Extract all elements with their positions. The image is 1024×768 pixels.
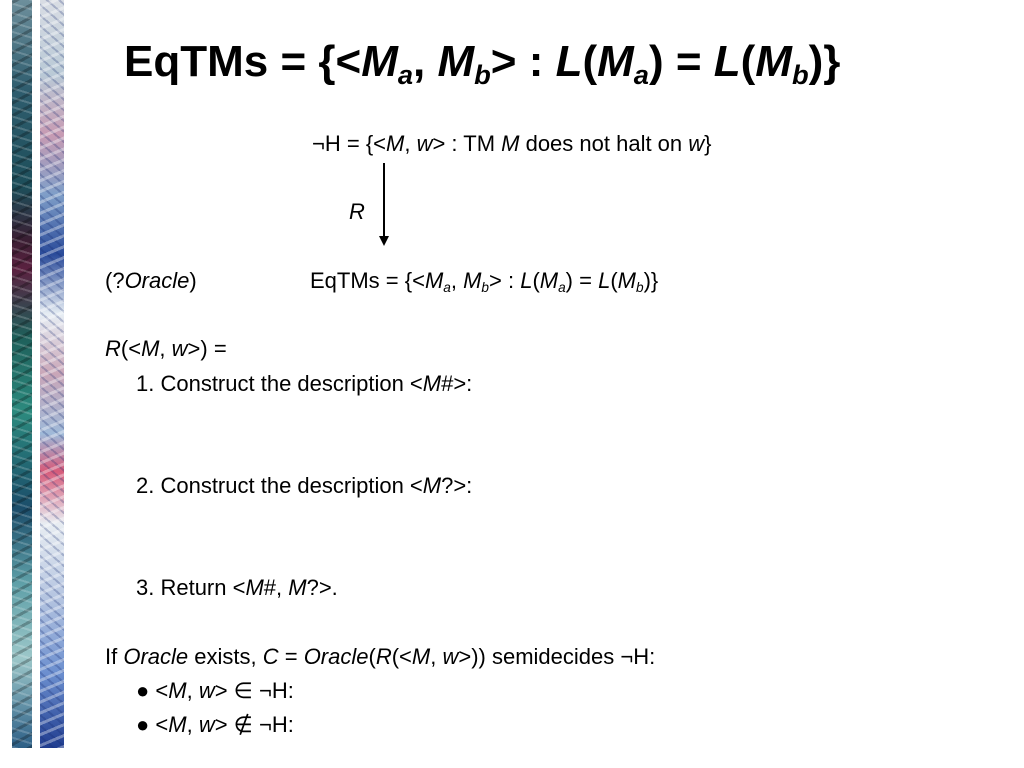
reduction-definition: R(<M, w>) = [105, 336, 227, 361]
reduction-label: R [349, 199, 365, 224]
oracle-conclusion: If Oracle exists, C = Oracle(R(<M, w>)) semidecides ¬H: [105, 644, 656, 669]
slide-title: EqTMs = {$<M_a$, $M_b>$ : $L(M_a) = L(M_b)$} [124, 37, 841, 91]
decorative-strip-left [12, 0, 32, 748]
decorative-strip-right [40, 0, 64, 748]
eqtms-definition: EqTMs = {$<M_a$, $M_b>$ : $L(M_a) = L(M_b)$} [310, 268, 659, 296]
bullet-icon: ● [136, 712, 150, 737]
arrow-head-icon [379, 236, 389, 246]
reduction-arrow [383, 163, 385, 238]
bullet-icon: ● [136, 678, 150, 703]
oracle-label: (?Oracle) [105, 268, 197, 293]
step-2: 2. Construct the description <M?>: [136, 473, 473, 498]
not-h-definition: ¬H = {<M, w> : TM M does not halt on w} [312, 131, 712, 156]
step-1: 1. Construct the description <M#>: [136, 371, 473, 396]
bullet-not-in-not-h: ● <M, w> ∉ ¬H: [136, 712, 294, 737]
bullet-in-not-h: ● <M, w> ∈ ¬H: [136, 678, 294, 703]
step-3: 3. Return <M#, M?>. [136, 575, 338, 600]
